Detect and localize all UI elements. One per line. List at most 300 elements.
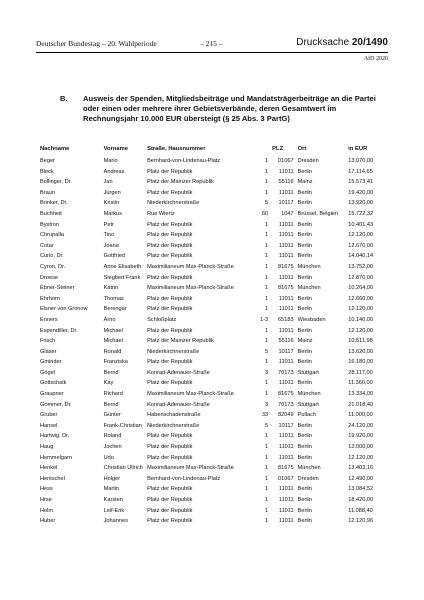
cell-strasse: Platz der Republik: [147, 518, 193, 525]
cell-nachname: Buchheit: [40, 210, 62, 217]
page-number: – 215 –: [200, 39, 223, 48]
cell-plz: 82049: [278, 412, 294, 419]
table-row: [38, 338, 390, 349]
cell-hausnr: 5: [265, 348, 269, 355]
cell-nachname: Huber: [40, 518, 56, 525]
col-header-strasse: Straße, Hausnummer: [147, 146, 206, 152]
cell-nachname: Elsner von Gronow: [40, 306, 88, 313]
table-row: [38, 190, 390, 201]
cell-eur: 10.264,00: [348, 285, 374, 292]
cell-ort: Dresden: [297, 475, 319, 482]
table-row: [38, 391, 390, 402]
table-row: [38, 380, 390, 391]
cell-hausnr: 1: [265, 168, 269, 175]
cell-nachname: Droese: [40, 274, 59, 281]
cell-plz: 11011: [278, 454, 294, 461]
cell-plz: 10117: [278, 200, 294, 207]
cell-nachname: Brinker, Dr.: [40, 200, 68, 207]
cell-vorname: Anne Elisabeth: [103, 263, 142, 270]
cell-hausnr: 1: [265, 475, 269, 482]
cell-hausnr: 1: [265, 454, 269, 461]
cell-eur: 11.088,40: [348, 507, 373, 514]
cell-hausnr: 1: [265, 232, 269, 239]
cell-eur: 10.140,00: [348, 316, 374, 323]
cell-plz: 11011: [278, 497, 294, 503]
cell-strasse: Habenschadenstraße: [147, 412, 201, 419]
cell-strasse: Platz der Republik: [147, 380, 193, 387]
cell-strasse: Maximilianeum Max-Planck-Straße: [147, 285, 234, 292]
cell-plz: 11011: [278, 507, 294, 514]
cell-ort: Berlin: [297, 359, 312, 366]
cell-nachname: Espendiller, Dr.: [40, 327, 78, 334]
table-row: [38, 200, 390, 211]
cell-hausnr: 1: [265, 465, 269, 472]
cell-plz: 70173: [278, 369, 294, 376]
col-header-hausnr: [251, 146, 270, 158]
cell-vorname: Martin: [103, 486, 120, 493]
table-row: [38, 232, 390, 243]
table-row: [38, 275, 390, 286]
cell-vorname: Michael: [103, 338, 123, 345]
cell-hausnr: 1: [265, 221, 269, 228]
cell-nachname: Cyron, Dr.: [40, 263, 66, 270]
cell-ort: München: [297, 465, 321, 472]
cell-plz: 11011: [278, 232, 294, 239]
cell-ort: Berlin: [297, 274, 312, 281]
cell-plz: 11011: [278, 274, 294, 281]
cell-ort: Berlin: [297, 189, 312, 196]
cell-vorname: Roland: [103, 433, 122, 440]
cell-nachname: Haug: [40, 444, 54, 451]
cell-plz: 65183: [278, 316, 294, 323]
cell-strasse: Maximilianeum Max-Planck-Straße: [147, 465, 234, 472]
cell-eur: 12.120,96: [348, 518, 374, 525]
cell-ort: Berlin: [297, 232, 312, 239]
table-row: [38, 179, 390, 190]
cell-strasse: Platz der Republik: [147, 327, 193, 334]
cell-ort: Berlin: [297, 497, 312, 503]
cell-ort: München: [297, 263, 321, 270]
cell-plz: 1047: [281, 210, 294, 217]
cell-vorname: Joana: [103, 242, 119, 249]
cell-strasse: Platz der Republik: [147, 242, 193, 249]
cell-plz: 10117: [278, 422, 294, 429]
cell-eur: 12.670,00: [348, 242, 374, 249]
cell-vorname: Andreas: [103, 168, 125, 175]
cell-vorname: Karsten: [103, 497, 123, 503]
cell-vorname: Ronald: [103, 348, 122, 355]
cell-nachname: Hentschel: [40, 475, 65, 482]
cell-vorname: Udo: [103, 454, 114, 461]
cell-plz: 11011: [278, 486, 294, 493]
cell-plz: 55116: [278, 179, 294, 186]
cell-nachname: Graupner: [40, 391, 64, 398]
cell-ort: Berlin: [297, 200, 312, 207]
table-row: [38, 222, 390, 233]
cell-ort: Berlin: [297, 486, 312, 493]
table-row: [38, 317, 390, 328]
cell-ort: Mainz: [297, 179, 313, 186]
col-header-ort: Ort: [297, 146, 307, 152]
cell-ort: Berlin: [297, 295, 312, 302]
cell-ort: Berlin: [297, 433, 312, 440]
cell-plz: 55116: [278, 338, 294, 345]
cell-ort: Berlin: [297, 422, 312, 429]
cell-hausnr: 5: [265, 200, 269, 207]
cell-plz: 11011: [278, 327, 294, 334]
cell-ort: Pullach: [297, 412, 316, 419]
cell-nachname: Frisch: [40, 338, 56, 345]
cell-eur: 13.403,16: [348, 465, 374, 472]
cell-vorname: Frank-Christian: [103, 422, 142, 429]
cell-vorname: Katrin: [103, 285, 119, 292]
cell-nachname: Henkel: [40, 465, 58, 472]
cell-plz: 81675: [278, 285, 294, 292]
cell-ort: Mainz: [297, 338, 313, 345]
cell-ort: Wiesbaden: [297, 316, 326, 323]
cell-strasse: Maximilianeum Max-Planck-Straße: [147, 263, 234, 270]
cell-strasse: Konrad-Adenauer-Straße: [147, 401, 210, 408]
table-row: [38, 497, 390, 508]
cell-hausnr: 1: [265, 242, 269, 249]
cell-hausnr: 1: [265, 189, 269, 196]
table-row: [38, 486, 390, 497]
cell-vorname: Holger: [103, 475, 121, 482]
cell-hausnr: 1: [265, 497, 269, 503]
cell-eur: 13.620,00: [348, 348, 374, 355]
cell-eur: 17.114,65: [348, 168, 373, 175]
cell-nachname: Gruber: [40, 412, 58, 419]
cell-hausnr: 1: [265, 380, 269, 387]
cell-plz: 11011: [278, 295, 294, 302]
cell-nachname: Beger: [40, 158, 55, 164]
cell-hausnr: 1: [265, 338, 269, 345]
cell-plz: 11011: [278, 359, 294, 366]
cell-plz: 11011: [278, 242, 294, 249]
cell-vorname: Kay: [103, 380, 114, 387]
cell-hausnr: 3: [265, 369, 269, 376]
cell-vorname: Tino: [103, 232, 115, 239]
cell-strasse: Rue Wiertz: [147, 210, 175, 217]
cell-ort: Berlin: [297, 444, 312, 451]
table-row: [38, 285, 390, 296]
cell-nachname: Gottschalk: [40, 380, 67, 387]
cell-strasse: Maximilianeum Max-Planck-Straße: [147, 391, 234, 398]
cell-vorname: Bernd: [103, 401, 119, 408]
table-row: [38, 243, 390, 254]
cell-strasse: Platz der Republik: [147, 486, 193, 493]
cell-strasse: Platz der Republik: [147, 507, 193, 514]
cell-ort: Berlin: [297, 454, 312, 461]
table-row: [38, 328, 390, 339]
cell-hausnr: 1: [265, 327, 269, 334]
col-header-nachname: Nachname: [40, 146, 70, 152]
cell-eur: 11.000,00: [348, 412, 373, 419]
cell-ort: Berlin: [297, 507, 312, 514]
cell-plz: 10117: [278, 348, 294, 355]
cell-hausnr: 1: [265, 179, 269, 186]
cell-hausnr: 1: [265, 444, 269, 451]
cell-eur: 18.420,00: [348, 497, 374, 503]
cell-hausnr: 1: [265, 359, 269, 366]
cell-plz: 11011: [278, 168, 294, 175]
cell-plz: 11011: [278, 433, 294, 440]
cell-vorname: Günter: [103, 412, 121, 419]
cell-eur: 13.920,00: [348, 200, 374, 207]
cell-vorname: Gottfried: [103, 253, 126, 260]
table-row: [38, 211, 390, 222]
cell-hausnr: 1: [265, 263, 269, 270]
table-row: [38, 476, 390, 487]
cell-ort: Berlin: [297, 380, 312, 387]
cell-nachname: Bleck: [40, 168, 54, 175]
cell-plz: 11011: [278, 518, 294, 525]
cell-vorname: Jochen: [103, 444, 122, 451]
cell-eur: 21.018,40: [348, 401, 374, 408]
cell-nachname: Chrupalla: [40, 232, 64, 239]
table-body: [38, 158, 390, 529]
cell-plz: 11011: [278, 221, 294, 228]
cell-vorname: Markus: [103, 210, 122, 217]
table-row: [38, 402, 390, 413]
document-number: [296, 37, 388, 48]
cell-nachname: Gläser: [40, 348, 57, 355]
table-header-row: [38, 146, 390, 158]
cell-strasse: Platz der Republik: [147, 444, 193, 451]
cell-vorname: Arno: [103, 316, 116, 323]
cell-plz: 01067: [278, 158, 294, 164]
cell-vorname: Jan: [103, 179, 113, 186]
cell-eur: 12.660,00: [348, 295, 374, 302]
table-row: [38, 169, 390, 180]
cell-ort: Stuttgart: [297, 401, 319, 408]
table-row: [38, 455, 390, 466]
cell-eur: 10.511,98: [348, 338, 373, 345]
document-id: 20/1490: [351, 37, 388, 48]
cell-nachname: Cotar: [40, 242, 54, 249]
cell-strasse: Platz der Republik: [147, 454, 193, 461]
cell-eur: 12.490,00: [348, 475, 374, 482]
cell-nachname: Holm: [40, 507, 54, 514]
table-row: [38, 423, 390, 434]
cell-ort: Berlin: [297, 327, 312, 334]
table-row: [38, 518, 390, 529]
header-divider: [36, 52, 388, 53]
cell-hausnr: 3: [265, 401, 269, 408]
cell-ort: Berlin: [297, 306, 312, 313]
cell-eur: 13.000,00: [348, 444, 374, 451]
page-header: [36, 38, 388, 52]
cell-nachname: Hess: [40, 486, 53, 493]
parliament-label: Deutscher Bundestag – 20. Wahlperiode: [36, 39, 157, 48]
cell-eur: 13.752,00: [348, 263, 374, 270]
cell-strasse: Platz der Republik: [147, 433, 193, 440]
cell-hausnr: 33: [261, 412, 269, 419]
cell-strasse: Platz der Republik: [147, 189, 193, 196]
cell-plz: 11011: [278, 306, 294, 313]
cell-strasse: Platz der Mainzer Republik: [147, 338, 214, 345]
cell-strasse: Platz der Republik: [147, 221, 193, 228]
cell-hausnr: 1: [265, 518, 269, 525]
cell-eur: 28.117,00: [348, 369, 373, 376]
cell-strasse: Platz der Republik: [147, 168, 193, 175]
cell-nachname: Grimmer, Dr.: [40, 401, 72, 408]
cell-eur: 13.070,00: [348, 158, 374, 164]
cell-ort: Berlin: [297, 242, 312, 249]
cell-eur: 19.920,00: [348, 433, 374, 440]
cell-strasse: Platz der Mainzer Republik: [147, 179, 214, 186]
cell-eur: 15.722,32: [348, 210, 374, 217]
col-header-eur: in EUR: [348, 146, 368, 152]
table-row: [38, 465, 390, 476]
cell-ort: Berlin: [297, 253, 312, 260]
cell-strasse: Niederkirchnerstraße: [147, 348, 200, 355]
cell-ort: Berlin: [297, 348, 312, 355]
document-label: Drucksache: [296, 37, 350, 48]
cell-eur: 12.120,00: [348, 327, 374, 334]
cell-eur: 12.120,00: [348, 232, 374, 239]
cell-plz: 11011: [278, 444, 294, 451]
cell-strasse: Platz der Republik: [147, 359, 193, 366]
cell-eur: 11.360,00: [348, 380, 373, 387]
table-row: [38, 412, 390, 423]
cell-vorname: Mario: [103, 158, 118, 164]
cell-hausnr: 1: [265, 391, 269, 398]
cell-vorname: Jürgen: [103, 189, 121, 196]
cell-eur: 13.084,52: [348, 486, 374, 493]
cell-nachname: Hrse: [40, 497, 52, 503]
cell-ort: München: [297, 391, 321, 398]
table-row: [38, 444, 390, 455]
cell-hausnr: 5: [265, 422, 269, 429]
cell-nachname: Bystron: [40, 221, 59, 228]
cell-hausnr: 1: [265, 486, 269, 493]
cell-strasse: Bernhard-von-Lindenau-Platz: [147, 158, 221, 164]
cell-nachname: Hartwig, Dr.: [40, 433, 70, 440]
cell-nachname: Gminder: [40, 359, 62, 366]
cell-ort: Dresden: [297, 158, 319, 164]
cell-vorname: Johannes: [103, 518, 128, 525]
cell-nachname: Hansel: [40, 422, 58, 429]
cell-strasse: Platz der Republik: [147, 253, 193, 260]
cell-nachname: Enners: [40, 316, 58, 323]
cell-ort: Brüssel, Belgien: [297, 210, 339, 217]
cell-eur: 12.120,00: [348, 454, 374, 461]
cell-plz: 11011: [278, 253, 294, 260]
cell-vorname: Leif-Erik: [103, 507, 125, 514]
cell-hausnr: 1-3: [260, 316, 269, 323]
cell-eur: 24.120,00: [348, 422, 374, 429]
cell-strasse: Platz der Republik: [147, 497, 193, 503]
cell-strasse: Platz der Republik: [147, 306, 193, 313]
col-header-plz: PLZ: [272, 146, 284, 152]
table-row: [38, 359, 390, 370]
cell-hausnr: 1: [265, 295, 269, 302]
cell-strasse: Platz der Republik: [147, 274, 193, 281]
cell-plz: 81675: [278, 391, 294, 398]
table-row: [38, 306, 390, 317]
cell-ort: München: [297, 285, 321, 292]
cell-vorname: Thomas: [103, 295, 124, 302]
cell-eur: 10.401,43: [348, 221, 374, 228]
cell-plz: 11011: [278, 189, 294, 196]
cell-strasse: Schloßplatz: [147, 316, 177, 323]
cell-hausnr: 1: [265, 158, 269, 164]
cell-vorname: Berengar: [103, 306, 127, 313]
cell-nachname: Ebner-Steiner: [40, 285, 75, 292]
cell-plz: 70173: [278, 401, 294, 408]
table-row: [38, 433, 390, 444]
cell-nachname: Gögel: [40, 369, 55, 376]
cell-plz: 81675: [278, 263, 294, 270]
cell-eur: 15.573,41: [348, 179, 374, 186]
cell-ort: Berlin: [297, 518, 312, 525]
cell-strasse: Bernhard-von-Lindenau-Platz: [147, 475, 221, 482]
cell-strasse: Niederkirchnerstraße: [147, 422, 200, 429]
table-row: [38, 296, 390, 307]
cell-nachname: Curio, Dr.: [40, 253, 64, 260]
party-year-label: AfD 2020: [363, 56, 388, 62]
donations-table: [38, 146, 390, 529]
cell-eur: 12.120,00: [348, 306, 374, 313]
cell-vorname: Franziska: [103, 359, 128, 366]
cell-eur: 12.870,00: [348, 274, 374, 281]
table-row: [38, 264, 390, 275]
cell-plz: 81675: [278, 465, 294, 472]
cell-vorname: Michael: [103, 327, 123, 334]
cell-vorname: Kristin: [103, 200, 120, 207]
cell-eur: 14.040,14: [348, 253, 374, 260]
cell-vorname: Siegbert Frank: [103, 274, 141, 281]
cell-vorname: Christian Ullrich: [103, 465, 143, 472]
table-row: [38, 349, 390, 360]
cell-eur: 19.420,00: [348, 189, 374, 196]
cell-strasse: Platz der Republik: [147, 295, 193, 302]
table-row: [38, 158, 390, 169]
cell-ort: Berlin: [297, 221, 312, 228]
cell-strasse: Konrad-Adenauer-Straße: [147, 369, 210, 376]
cell-hausnr: 1: [265, 274, 269, 281]
table-row: [38, 508, 390, 519]
cell-vorname: Petr: [103, 221, 114, 228]
cell-ort: Stuttgart: [297, 369, 319, 376]
cell-strasse: Platz der Republik: [147, 232, 193, 239]
section-title: Ausweis der Spenden, Mitgliedsbeiträge und Mandatsträgerbeiträge an die Partei oder einen oder mehrere ihrer Gebietsverbände, deren Gesamtwert im Rechnungsjahr 10.000 EUR übersteigt (§ 25 Abs. 3 PartG): [83, 94, 376, 123]
col-header-vorname: Vorname: [103, 146, 128, 152]
cell-hausnr: 1: [265, 285, 269, 292]
cell-strasse: Niederkirchnerstraße: [147, 200, 200, 207]
cell-eur: 16.180,00: [348, 359, 374, 366]
cell-eur: 13.334,00: [348, 391, 374, 398]
cell-hausnr: 1: [265, 253, 269, 260]
cell-ort: Berlin: [297, 168, 312, 175]
cell-vorname: Bernd: [103, 369, 119, 376]
cell-nachname: Bollinger, Dr.: [40, 179, 72, 186]
cell-hausnr: 1: [265, 306, 269, 313]
section-letter: B.: [60, 94, 68, 103]
cell-nachname: Ehrhorn: [40, 295, 60, 302]
cell-nachname: Hemmelgarn: [40, 454, 73, 461]
cell-vorname: Richard: [103, 391, 123, 398]
cell-nachname: Braun: [40, 189, 55, 196]
cell-hausnr: 1: [265, 507, 269, 514]
cell-plz: 01067: [278, 475, 294, 482]
cell-hausnr: 60: [261, 210, 269, 217]
table-row: [38, 370, 390, 381]
cell-plz: 11011: [278, 380, 294, 387]
table-row: [38, 253, 390, 264]
cell-hausnr: 1: [265, 433, 269, 440]
